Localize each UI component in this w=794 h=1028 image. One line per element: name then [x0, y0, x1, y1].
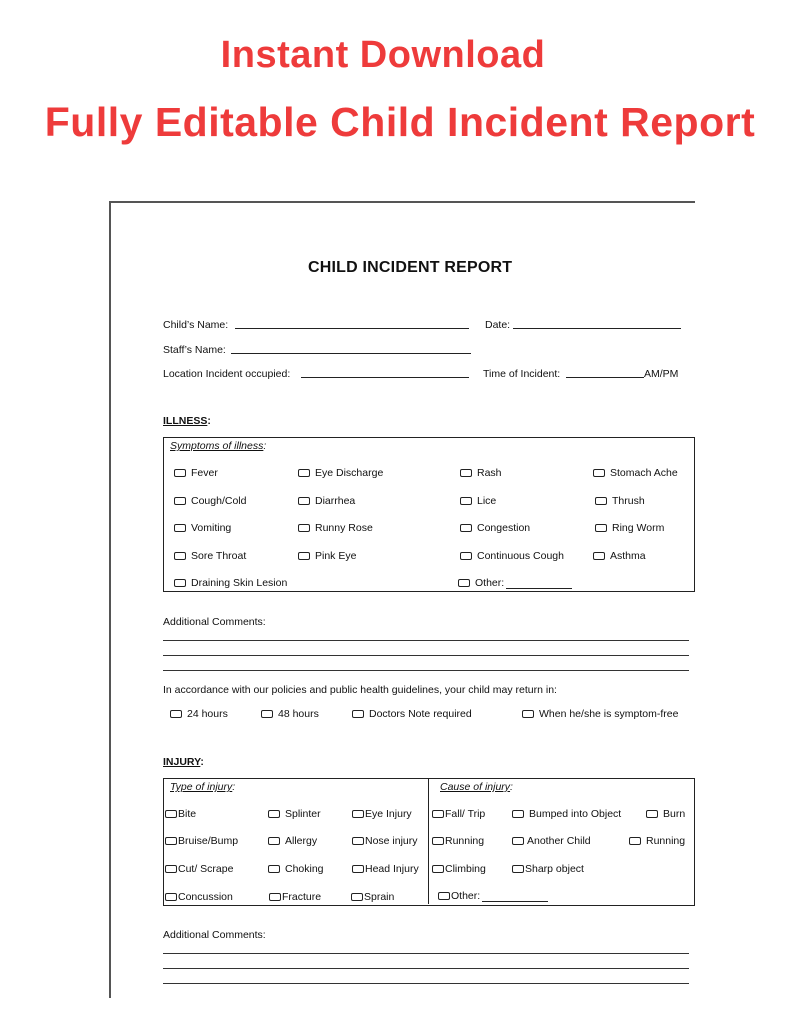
checkbox-square	[268, 837, 280, 845]
checkbox-square	[174, 524, 186, 532]
cause-label: Another Child	[527, 835, 591, 847]
cause-other-field[interactable]	[482, 891, 548, 902]
injury-comment-line-2[interactable]	[163, 968, 689, 969]
checkbox-square	[174, 469, 186, 477]
checkbox-square	[352, 810, 364, 818]
cause-of-injury-label	[440, 781, 513, 793]
checkbox-square	[432, 865, 444, 873]
symptom-ring-worm-checkbox[interactable]	[595, 522, 664, 534]
checkbox-square	[458, 579, 470, 587]
injury-comments-label: Additional Comments:	[163, 929, 266, 941]
checkbox-square	[646, 810, 658, 818]
illness-comments-label: Additional Comments:	[163, 616, 266, 628]
symptom-sore-throat-checkbox[interactable]	[174, 550, 246, 562]
date-label: Date:	[485, 319, 511, 331]
injury-label: Fracture	[282, 891, 322, 903]
injury-heading-colon: :	[200, 756, 204, 768]
symptom-asthma-checkbox[interactable]	[593, 550, 646, 562]
cause-label: Fall/ Trip	[445, 808, 486, 820]
cause-of-injury-text: Cause of injury	[440, 781, 511, 793]
location-field[interactable]	[301, 377, 469, 378]
cause-label: Burn	[663, 808, 686, 820]
return-statement: In accordance with our policies and public health guidelines, your child may return in:	[163, 684, 557, 696]
symptom-label: Pink Eye	[315, 550, 357, 562]
checkbox-square	[512, 865, 524, 873]
checkbox-square	[298, 524, 310, 532]
checkbox-square	[261, 710, 273, 718]
injury-splinter-checkbox[interactable]	[268, 808, 321, 820]
injury-heading-text: INJURY	[163, 756, 201, 768]
symptom-congestion-checkbox[interactable]	[460, 522, 530, 534]
injury-choking-checkbox[interactable]	[268, 863, 324, 875]
injury-label: Nose injury	[365, 835, 418, 847]
return-option-label: 48 hours	[278, 708, 319, 720]
cause-label: Running	[445, 835, 485, 847]
injury-label: Head Injury	[365, 863, 419, 875]
promo-editable-report: Fully Editable Child Incident Report	[44, 99, 756, 145]
cause-fall-trip-checkbox[interactable]	[432, 808, 485, 820]
return-doctors-note-checkbox[interactable]	[352, 708, 472, 720]
checkbox-square	[174, 497, 186, 505]
checkbox-square	[165, 810, 177, 818]
checkbox-square	[268, 865, 280, 873]
checkbox-square	[512, 837, 524, 845]
symptom-label: Asthma	[610, 550, 646, 562]
symptom-rash-checkbox[interactable]	[460, 467, 502, 479]
symptom-label: Congestion	[477, 522, 531, 534]
illness-heading-text: ILLNESS	[163, 415, 208, 427]
cause-bumped-into-object-checkbox[interactable]	[512, 808, 621, 820]
checkbox-square	[593, 469, 605, 477]
injury-box	[163, 778, 695, 906]
return-symptom-free-checkbox[interactable]	[522, 708, 678, 720]
checkbox-square	[593, 552, 605, 560]
childs-name-field[interactable]	[235, 328, 469, 329]
symptom-label: Diarrhea	[315, 495, 356, 507]
checkbox-square	[298, 552, 310, 560]
injury-nose-injury-checkbox[interactable]	[352, 835, 418, 847]
injury-label: Allergy	[285, 835, 318, 847]
symptom-label: Cough/Cold	[191, 495, 247, 507]
staffs-name-field[interactable]	[231, 353, 471, 354]
cause-sharp-object-checkbox[interactable]	[512, 863, 584, 875]
symptoms-label	[170, 440, 266, 452]
checkbox-square	[174, 579, 186, 587]
cause-burn-checkbox[interactable]	[646, 808, 685, 820]
return-48-hours-checkbox[interactable]	[261, 708, 319, 720]
symptom-continuous-cough-checkbox[interactable]	[460, 550, 564, 562]
injury-fracture-checkbox[interactable]	[269, 891, 321, 903]
illness-comment-line-3[interactable]	[163, 670, 689, 671]
childs-name-label: Child’s Name:	[163, 319, 229, 331]
checkbox-square	[432, 837, 444, 845]
symptom-cough-cold-checkbox[interactable]	[174, 495, 246, 507]
symptom-label: Runny Rose	[315, 522, 373, 534]
checkbox-square	[460, 497, 472, 505]
injury-label: Eye Injury	[365, 808, 412, 820]
symptom-thrush-checkbox[interactable]	[595, 495, 645, 507]
checkbox-square	[298, 469, 310, 477]
injury-heading	[163, 756, 204, 768]
injury-comment-line-3[interactable]	[163, 983, 689, 984]
sheet-top-edge	[109, 201, 695, 203]
injury-label: Splinter	[285, 808, 321, 820]
symptom-draining-skin-lesion-checkbox[interactable]	[174, 577, 287, 589]
symptom-pink-eye-checkbox[interactable]	[298, 550, 356, 562]
cause-climbing-checkbox[interactable]	[432, 863, 486, 875]
staffs-name-label: Staff’s Name:	[163, 344, 226, 356]
time-label: Time of Incident:	[483, 368, 561, 380]
symptom-label: Stomach Ache	[610, 467, 678, 479]
symptom-label: Fever	[191, 467, 218, 479]
injury-label: Bruise/Bump	[178, 835, 239, 847]
symptom-lice-checkbox[interactable]	[460, 495, 496, 507]
return-option-label: When he/she is symptom-free	[539, 708, 679, 720]
cause-label: Climbing	[445, 863, 486, 875]
illness-box	[163, 437, 695, 592]
form-title: CHILD INCIDENT REPORT	[308, 259, 513, 276]
cause-label: Other:	[451, 890, 481, 902]
illness-comment-line-2[interactable]	[163, 655, 689, 656]
checkbox-square	[352, 837, 364, 845]
symptom-label: Continuous Cough	[477, 550, 564, 562]
checkbox-square	[268, 810, 280, 818]
symptom-label: Sore Throat	[191, 550, 247, 562]
location-label: Location Incident occupied:	[163, 368, 291, 380]
injury-bite-checkbox[interactable]	[165, 808, 196, 820]
injury-comment-line-1[interactable]	[163, 953, 689, 954]
symptom-stomach-ache-checkbox[interactable]	[593, 467, 678, 479]
symptom-label: Draining Skin Lesion	[191, 577, 288, 589]
illness-comment-line-1[interactable]	[163, 640, 689, 641]
cause-another-child-checkbox[interactable]	[512, 835, 591, 847]
symptom-vomiting-checkbox[interactable]	[174, 522, 231, 534]
checkbox-square	[460, 469, 472, 477]
checkbox-square	[170, 710, 182, 718]
symptom-runny-rose-checkbox[interactable]	[298, 522, 373, 534]
checkbox-square	[460, 552, 472, 560]
symptom-label: Ring Worm	[612, 522, 665, 534]
cause-label: Bumped into Object	[529, 808, 622, 820]
symptom-eye-discharge-checkbox[interactable]	[298, 467, 383, 479]
symptom-other-field[interactable]	[506, 578, 572, 589]
promo-instant-download: Instant Download	[220, 34, 546, 76]
symptom-other-checkbox[interactable]	[458, 577, 572, 589]
injury-label: Choking	[285, 863, 324, 875]
cause-other-checkbox[interactable]	[438, 890, 548, 902]
checkbox-square	[269, 893, 281, 901]
checkbox-square	[165, 893, 177, 901]
symptom-label: Lice	[477, 495, 497, 507]
cause-running-2-checkbox[interactable]	[629, 835, 685, 847]
injury-label: Sprain	[364, 891, 395, 903]
ampm-label: AM/PM	[644, 368, 679, 380]
cause-running-checkbox[interactable]	[432, 835, 484, 847]
return-option-label: Doctors Note required	[369, 708, 472, 720]
injury-eye-injury-checkbox[interactable]	[352, 808, 412, 820]
cause-label: Sharp object	[525, 863, 584, 875]
symptom-label: Eye Discharge	[315, 467, 384, 479]
checkbox-square	[352, 710, 364, 718]
injury-sprain-checkbox[interactable]	[351, 891, 394, 903]
time-field[interactable]	[566, 377, 644, 378]
checkbox-square	[438, 892, 450, 900]
injury-cut-scrape-checkbox[interactable]	[165, 863, 233, 875]
symptom-label: Vomiting	[191, 522, 232, 534]
injury-head-injury-checkbox[interactable]	[352, 863, 419, 875]
type-of-injury-text: Type of injury	[170, 781, 233, 793]
symptom-label: Thrush	[612, 495, 645, 507]
return-24-hours-checkbox[interactable]	[170, 708, 228, 720]
injury-column-divider	[428, 778, 429, 904]
date-field[interactable]	[513, 328, 681, 329]
checkbox-square	[298, 497, 310, 505]
cause-of-injury-colon: :	[510, 781, 513, 793]
symptoms-label-colon: :	[263, 440, 267, 452]
checkbox-square	[522, 710, 534, 718]
checkbox-square	[512, 810, 524, 818]
checkbox-square	[595, 497, 607, 505]
checkbox-square	[460, 524, 472, 532]
checkbox-square	[165, 837, 177, 845]
symptoms-label-text: Symptoms of illness	[170, 440, 264, 452]
injury-label: Bite	[178, 808, 197, 820]
symptom-fever-checkbox[interactable]	[174, 467, 218, 479]
illness-heading	[163, 415, 211, 427]
injury-label: Cut/ Scrape	[178, 863, 234, 875]
symptom-diarrhea-checkbox[interactable]	[298, 495, 355, 507]
checkbox-square	[174, 552, 186, 560]
cause-label: Running	[646, 835, 686, 847]
type-of-injury-colon: :	[232, 781, 236, 793]
injury-label: Concussion	[178, 891, 233, 903]
injury-concussion-checkbox[interactable]	[165, 891, 233, 903]
checkbox-square	[352, 865, 364, 873]
checkbox-square	[165, 865, 177, 873]
injury-bruise-bump-checkbox[interactable]	[165, 835, 238, 847]
symptom-label: Other:	[475, 577, 505, 589]
type-of-injury-label	[170, 781, 235, 793]
checkbox-square	[351, 893, 363, 901]
checkbox-square	[595, 524, 607, 532]
checkbox-square	[629, 837, 641, 845]
injury-allergy-checkbox[interactable]	[268, 835, 317, 847]
illness-heading-colon: :	[207, 415, 211, 427]
return-option-label: 24 hours	[187, 708, 228, 720]
checkbox-square	[432, 810, 444, 818]
sheet-left-edge	[109, 201, 111, 998]
symptom-label: Rash	[477, 467, 502, 479]
